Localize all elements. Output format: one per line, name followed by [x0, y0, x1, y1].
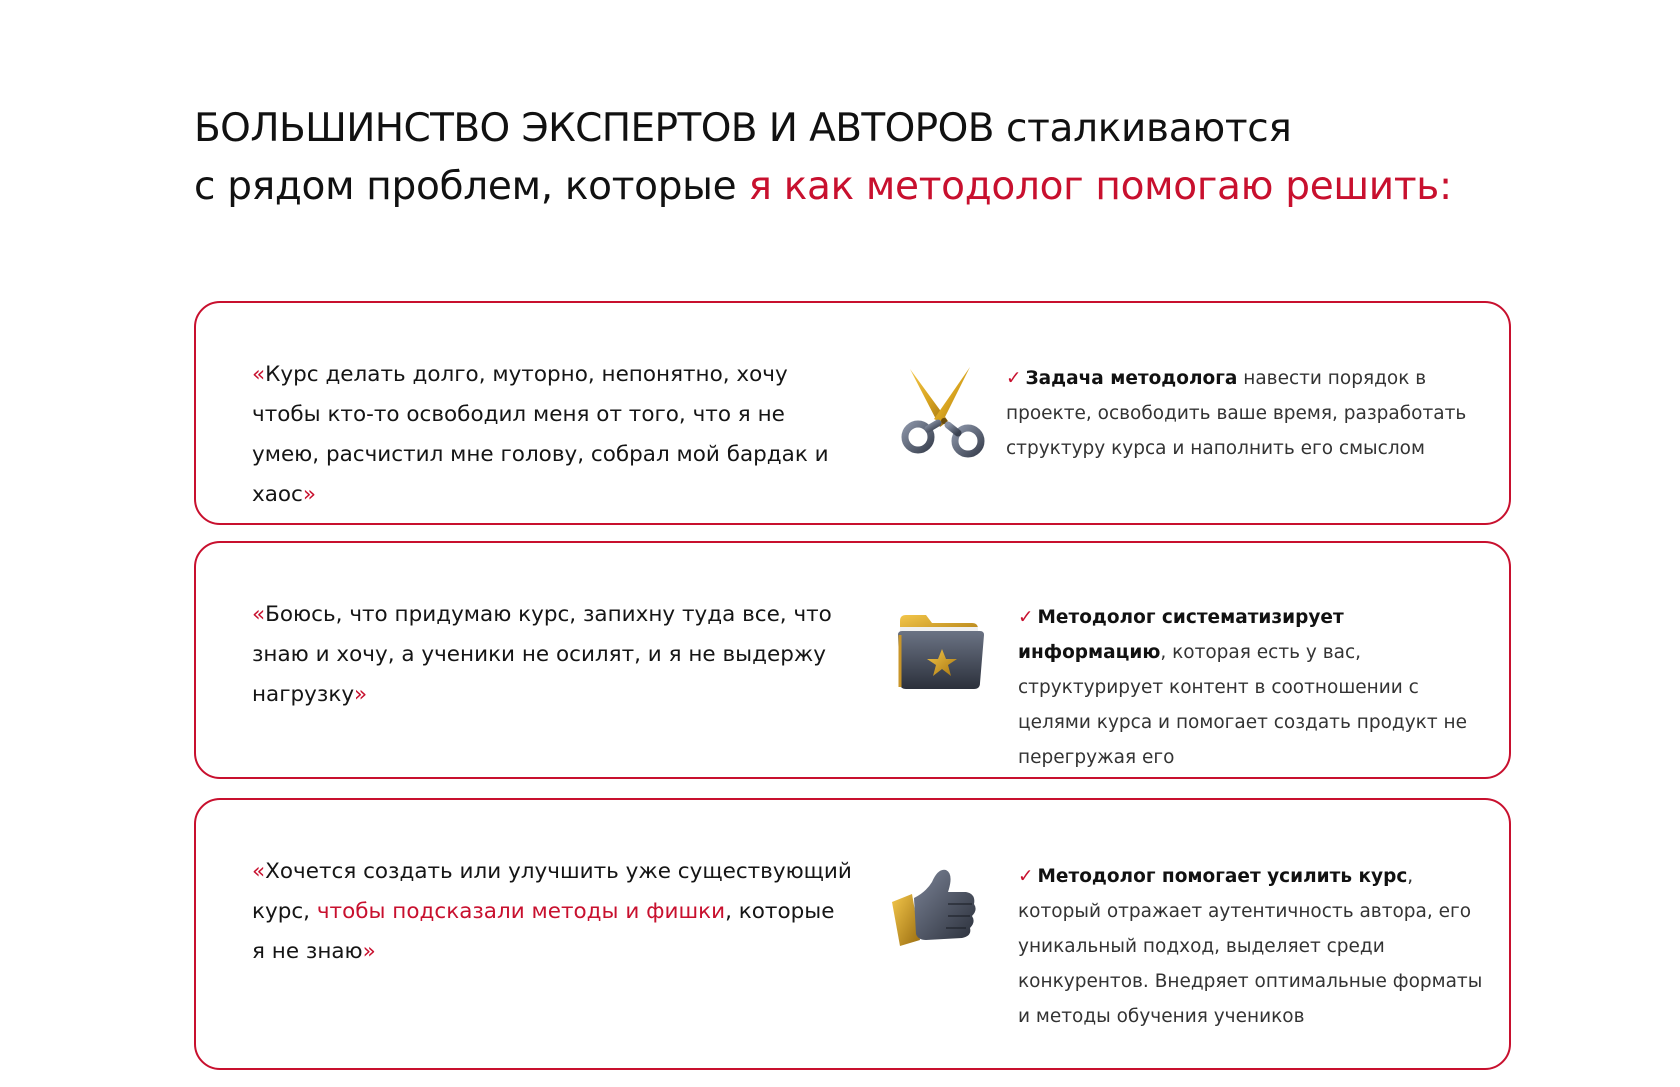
- problem-quote: [252, 595, 852, 715]
- problem-card-2: [194, 541, 1511, 779]
- quote-close-mark: »: [302, 482, 317, 507]
- page-title-accent: я как методолог помогаю решить:: [748, 164, 1452, 209]
- solution-text: [1018, 600, 1488, 775]
- quote-open-mark: «: [252, 859, 266, 884]
- quote-text-before: Хочется создать или улучшить уже существующий курс,: [252, 859, 852, 924]
- page-title-line1-rest: сталкиваются: [993, 106, 1292, 151]
- page-title: [194, 100, 1574, 216]
- solution-rest: , который отражает аутентичность автора, его уникальный подход, выделяет среди конкурентов. Внедряет оптимальные форматы и методы обучения учеников: [1018, 866, 1483, 1027]
- star-folder-icon: [892, 603, 988, 699]
- solution-text: [1018, 859, 1488, 1034]
- checkmark-icon: ✓: [1006, 368, 1022, 389]
- quote-open-mark: «: [252, 602, 266, 627]
- solution-lead: Задача методолога: [1025, 368, 1238, 389]
- quote-text-accent: чтобы подсказали методы и фишки: [316, 899, 726, 924]
- page-title-line2: с рядом проблем, которые: [194, 164, 749, 209]
- solution-text: [1006, 361, 1476, 466]
- quote-text: Курс делать долго, муторно, непонятно, хочу чтобы кто-то освободил меня от того, что я не умею, расчистил мне голову, собрал мой бардак и хаос: [252, 362, 829, 507]
- scissors-icon: [896, 363, 992, 459]
- quote-text: Боюсь, что придумаю курс, запихну туда все, что знаю и хочу, а ученики не осилят, и я не выдержу нагрузку: [252, 602, 832, 707]
- quote-close-mark: »: [354, 682, 368, 707]
- checkmark-icon: ✓: [1018, 866, 1034, 887]
- solution-lead: Методолог помогает усилить курс: [1037, 866, 1408, 887]
- quote-close-mark: »: [362, 939, 376, 964]
- quote-open-mark: «: [252, 362, 266, 387]
- thumbs-up-icon: [886, 862, 982, 958]
- page-title-caps: БОЛЬШИНСТВО ЭКСПЕРТОВ И АВТОРОВ: [194, 106, 994, 151]
- solution-rest: , которая есть у вас, структурирует контент в соотношении с целями курса и помогает создать продукт не перегружая его: [1018, 642, 1467, 768]
- problem-quote: [252, 852, 852, 972]
- problem-quote: [252, 355, 852, 515]
- problem-card-3: [194, 798, 1511, 1070]
- solution-rest: навести порядок в проекте, освободить ваше время, разработать структуру курса и наполнить его смыслом: [1006, 368, 1467, 459]
- quote-text-after: , которые я не знаю: [252, 899, 835, 964]
- checkmark-icon: ✓: [1018, 607, 1034, 628]
- solution-lead: Методолог систематизирует информацию: [1018, 607, 1344, 663]
- problem-card-1: [194, 301, 1511, 525]
